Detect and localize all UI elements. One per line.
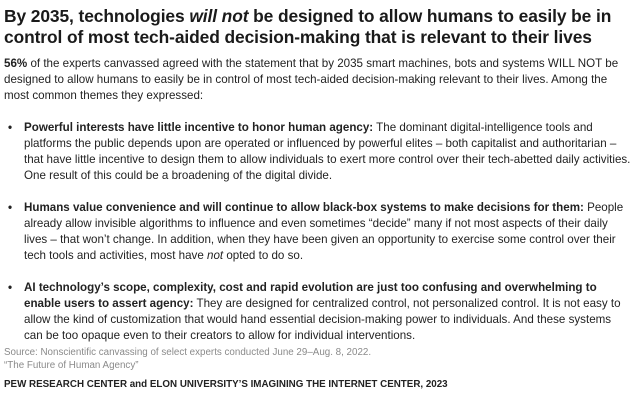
theme-lead: AI technology’s scope, complexity, cost and rapid evolution are just too confusing and overwhelming to enable users to assert agency: [24, 281, 597, 310]
source-note [4, 346, 371, 372]
theme-body: People already allow invisible algorithms to influence and even sometimes “decide” many if not most aspects of their daily lives – that won’t change. In addition, when they have been given an opportunity to exercise some control over their tech tools and activities, most have [24, 201, 624, 262]
theme-body: They are designed for centralized control, not personalized control. It is not easy to allow the kind of customization that would hand essential decision-making power to individuals. And these systems can be too opaque even to their creators to allow for individual interventions. [24, 297, 621, 342]
theme-lead: Humans value convenience and will continue to allow black-box systems to make decisions for them: [24, 201, 584, 214]
source-report-name: “The Future of Human Agency” [4, 360, 139, 371]
bullet-icon: • [8, 201, 13, 214]
intro-percentage: 56% [4, 57, 28, 70]
themes-list [4, 120, 632, 344]
theme-body-emphasis: not [207, 249, 224, 262]
theme-item-convenience [4, 200, 632, 264]
credit-line: PEW RESEARCH CENTER and ELON UNIVERSITY’S IMAGINING THE INTERNET CENTER, 2023 [4, 379, 448, 390]
theme-body: The dominant digital-intelligence tools and platforms the public depends upon are operated or influenced by powerful elites – both capitalist and authoritarian – that have little incentive to design them to allow individuals to exert more control over their tech-abetted daily activities. One result of this could be a broadening of the digital divide. [24, 121, 631, 182]
title-emphasis: will not [189, 6, 249, 26]
title-part-1: By 2035, technologies [4, 6, 190, 26]
title-part-2: be designed to allow humans to easily be in control of most tech-aided decision-making that is relevant to their lives [4, 6, 612, 47]
theme-lead: Powerful interests have little incentive to honor human agency: [24, 121, 374, 134]
page-title [4, 6, 632, 48]
intro-paragraph [4, 56, 632, 104]
theme-body-end: opted to do so. [223, 249, 304, 262]
report-page [4, 0, 632, 344]
theme-item-ai-complexity [4, 280, 632, 344]
bullet-icon: • [8, 281, 13, 294]
intro-text: of the experts canvassed agreed with the statement that by 2035 smart machines, bots and systems WILL NOT be designed to allow humans to easily be in control of most tech-aided decision-making relevant to their lives. Among the most common themes they expressed: [4, 57, 619, 102]
source-line: Source: Nonscientific canvassing of select experts conducted June 29–Aug. 8, 2022. [4, 347, 372, 358]
theme-item-powerful-interests [4, 120, 632, 184]
bullet-icon: • [8, 121, 13, 134]
